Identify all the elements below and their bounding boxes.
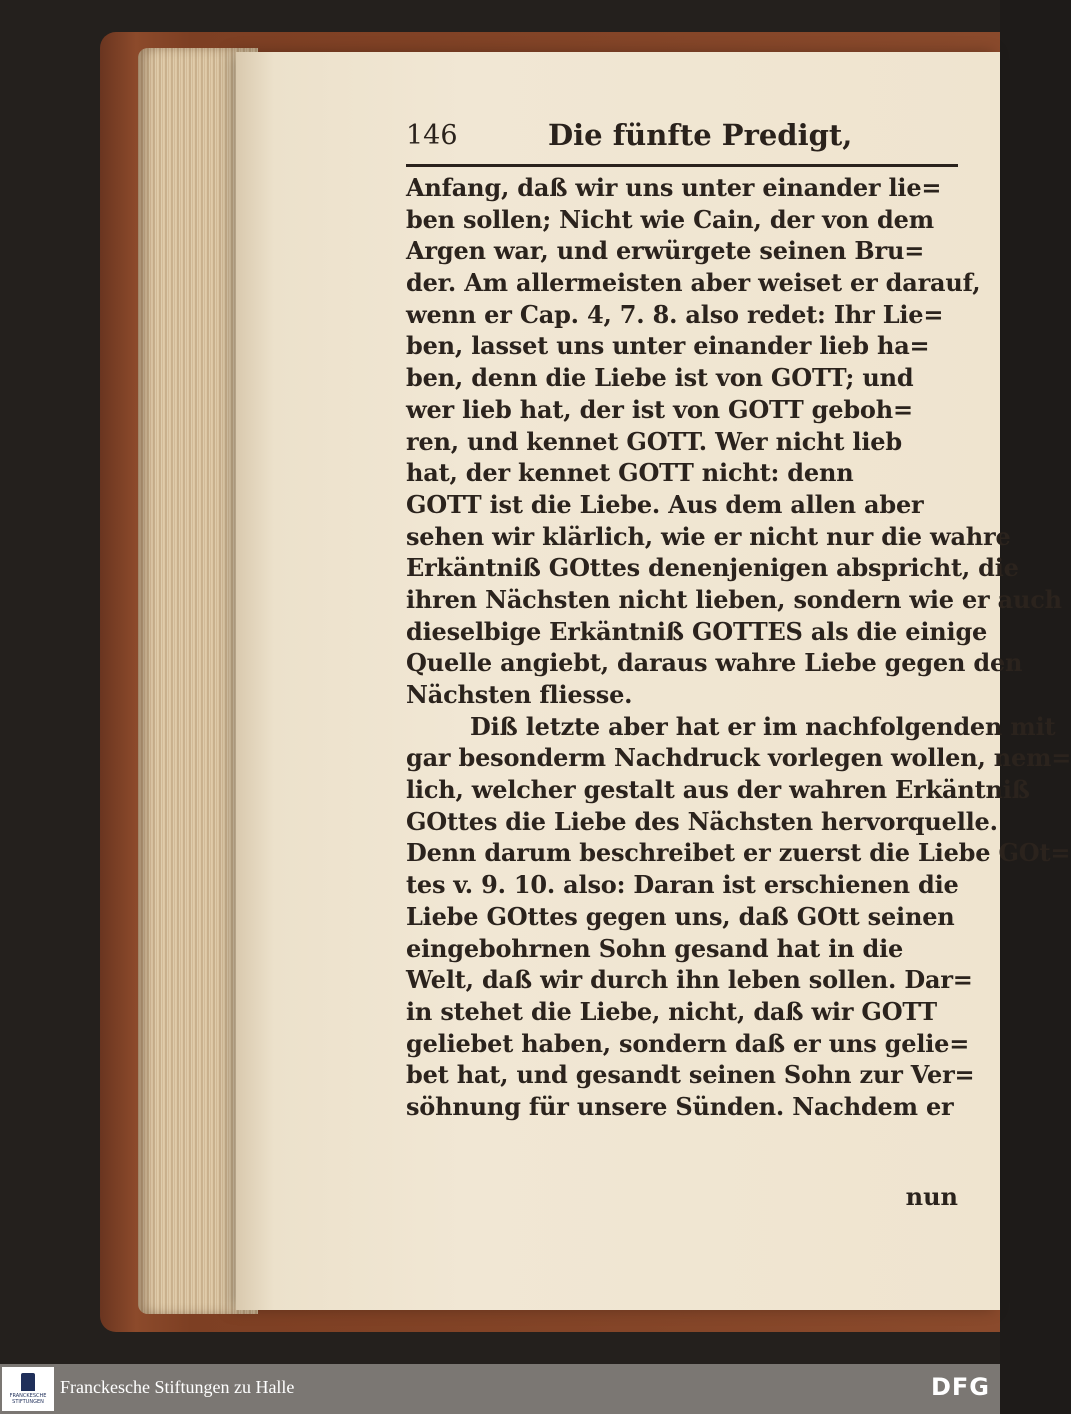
text-line: Argen war, und erwürgete seinen Bru= — [406, 236, 925, 266]
text-line: ben sollen; Nicht wie Cain, der von dem — [406, 204, 934, 234]
text-line: Denn darum beschreibet er zuerst die Liebe GOt= — [406, 838, 1071, 868]
text-line: sehen wir klärlich, wie er nicht nur die wahre — [406, 521, 1011, 551]
text-line: Welt, daß wir durch ihn leben sollen. Dar= — [406, 965, 973, 995]
text-line: GOttes die Liebe des Nächsten hervorquelle. — [406, 806, 998, 836]
page-number: 146 — [406, 120, 458, 151]
text-line: wenn er Cap. 4, 7. 8. also redet: Ihr Lie= — [406, 299, 944, 329]
text-line: tes v. 9. 10. also: Daran ist erschienen die — [406, 870, 959, 900]
text-line: der. Am allermeisten aber weiset er darauf, — [406, 268, 981, 298]
text-line: ihren Nächsten nicht lieben, sondern wie er auch — [406, 584, 1062, 614]
text-line: in stehet die Liebe, nicht, daß wir GOTT — [406, 996, 937, 1026]
text-line: eingebohrnen Sohn gesand hat in die — [406, 933, 904, 963]
book-page — [236, 52, 1071, 1310]
text-line: ben, denn die Liebe ist von GOTT; und — [406, 363, 914, 393]
text-line: hat, der kennet GOTT nicht: denn — [406, 458, 854, 488]
text-line: gar besonderm Nachdruck vorlegen wollen, nem= — [406, 743, 1071, 773]
page-header — [406, 116, 958, 167]
text-line: Quelle angiebt, daraus wahre Liebe gegen den — [406, 648, 1023, 678]
text-line: dieselbige Erkäntniß GOTTES als die einige — [406, 616, 988, 646]
franckesche-stiftungen-logo[interactable] — [2, 1367, 54, 1411]
catchword: nun — [905, 1182, 958, 1211]
institution-link[interactable]: Franckesche Stiftungen zu Halle — [60, 1377, 295, 1397]
logo-caption: FRANCKESCHE STIFTUNGEN — [9, 1393, 47, 1405]
text-line: Liebe GOttes gegen uns, daß GOtt seinen — [406, 901, 955, 931]
viewer-footer — [0, 1364, 1000, 1414]
body-text — [406, 172, 1071, 1123]
text-line: geliebet haben, sondern daß er uns gelie= — [406, 1028, 970, 1058]
text-line: Erkäntniß GOttes denenjenigen abspricht, die — [406, 553, 1019, 583]
text-line: Anfang, daß wir uns unter einander lie= — [406, 173, 942, 202]
text-line: söhnung für unsere Sünden. Nachdem er — [406, 1091, 954, 1121]
text-line: GOTT ist die Liebe. Aus dem allen aber — [406, 489, 924, 519]
dfg-logo[interactable]: DFG — [930, 1373, 990, 1401]
text-line: wer lieb hat, der ist von GOTT geboh= — [406, 394, 913, 424]
text-line: bet hat, und gesandt seinen Sohn zur Ver= — [406, 1060, 975, 1090]
text-line: ben, lasset uns unter einander lieb ha= — [406, 331, 930, 361]
text-line: ren, und kennet GOTT. Wer nicht lieb — [406, 426, 902, 456]
text-line: Diß letzte aber hat er im nachfolgenden mit — [470, 711, 1056, 741]
running-title: Die fünfte Predigt, — [548, 118, 853, 152]
building-icon — [21, 1373, 35, 1391]
text-line: Nächsten fliesse. — [406, 680, 633, 709]
text-line: lich, welcher gestalt aus der wahren Erkäntniß — [406, 775, 1030, 805]
